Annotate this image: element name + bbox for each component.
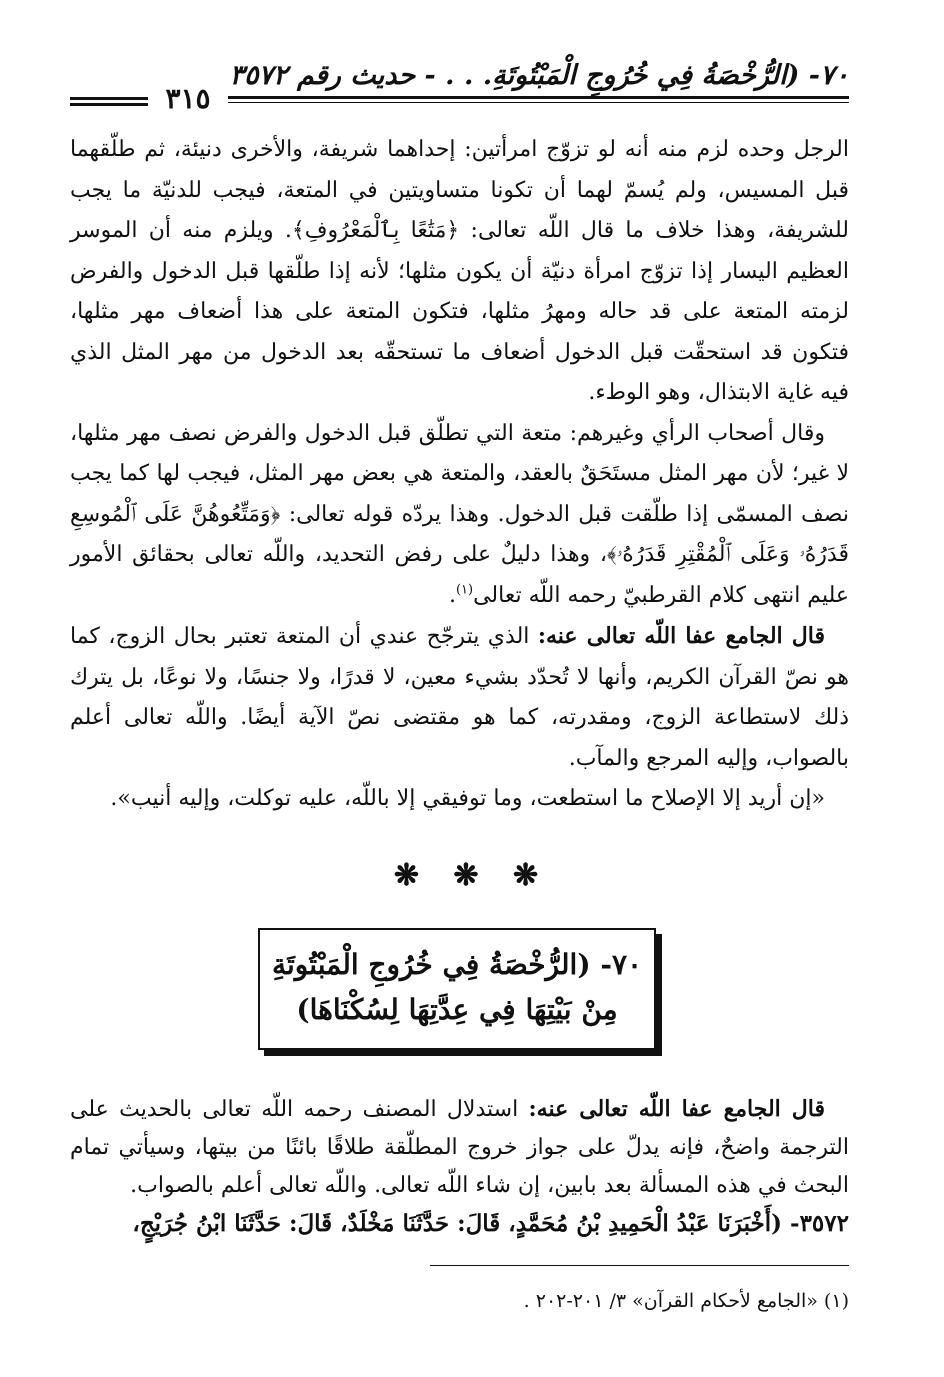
- chapter-paragraph-1-text: استدلال المصنف رحمه اللّه تعالى بالحديث على الترجمة واضحٌ، فإنه يدلّ على جواز خروج المطلّقة طلاقًا بائنًا من بيتها، وسيأتي تمام البحث في هذه المسألة بعد بابين، إن شاء اللّه تعالى. واللّه تعالى أعلم بالصواب.: [70, 1097, 849, 1198]
- chapter-text: [70, 1090, 849, 1243]
- paragraph-3-text: الذي يترجّح عندي أن المتعة تعتبر بحال الزوج، كما هو نصّ القرآن الكريم، وأنها لا تُحدّد بشيء معين، لا قدرًا، ولا جنسًا، ولا نوعًا، بل يترك ذلك لاستطاعة الزوج، ومقدرته، كما هو مقتضى نصّ الآية أيضًا. واللّه تعالى أعلم بالصواب، وإليه المرجع والمآب.: [70, 624, 849, 771]
- chapter-heading-box: [258, 928, 656, 1050]
- running-header-title: ٧٠- (الرُّخْصَةُ فِي خُرُوجِ الْمَبْتُوتَةِ. . . - حديث رقم ٣٥٧٢: [229, 60, 849, 91]
- header-rule-thin: [228, 102, 849, 103]
- paragraph-3: [70, 616, 849, 779]
- hadith-chain: ٣٥٧٢- (أَخْبَرَنَا عَبْدُ الْحَمِيدِ بْنُ مُحَمَّدٍ، قَالَ: حَدَّثَنَا مَخْلَدٌ، قَالَ: حَدَّثَنَا ابْنُ جُرَيْجٍ،: [132, 1210, 849, 1237]
- chapter-heading-line-1: ٧٠- (الرُّخْصَةُ فِي خُرُوجِ الْمَبْتُوتَةِ: [271, 948, 643, 981]
- footnote-divider: [430, 1265, 849, 1266]
- paragraph-1: الرجل وحده لزم منه أنه لو تزوّج امرأتين: إحداهما شريفة، والأخرى دنيئة، ثم طلّقهما قبل المسيس، ولم يُسمّ لهما أن تكونا متساويتين في المتعة، فيجب للدنيّة ما يجب للشريفة، وهذا خلاف ما قال اللّه تعالى: ﴿مَتَٰعًا بِٱلْمَعْرُوفِ﴾. ويلزم منه أن الموسر العظيم اليسار إذا تزوّج امرأة دنيّة أن يكون مثلها؛ لأنه إذا طلّقها قبل الدخول والفرض لزمته المتعة على قد حاله ومهرُ مثلها، فتكون المتعة على هذا أضعاف مهر مثلها، فتكون قد استحقّت قبل الدخول أضعاف ما تستحقّه بعد الدخول من مهر المثل الذي فيه غاية الابتذال، وهو الوطء.: [70, 137, 849, 405]
- paragraph-3-lead: قال الجامع عفا اللّه تعالى عنه:: [537, 623, 826, 649]
- page-number: ٣١٥: [165, 82, 211, 115]
- footnote-reference: (١): [455, 582, 474, 598]
- chapter-paragraph-1-lead: قال الجامع عفا اللّه تعالى عنه:: [528, 1096, 825, 1122]
- paragraph-4: «إن أريد إلا الإصلاح ما استطعت، وما توفيقي إلا باللّه، عليه توكلت، وإليه أنيب».: [110, 786, 825, 811]
- paragraph-2-text: وقال أصحاب الرأي وغيرهم: متعة التي تطلّق قبل الدخول والفرض نصف مهر مثلها، لا غير؛ لأن مهر المثل مستَحَقٌ بالعقد، والمتعة هي بعض مهر المثل، فيجب لها كما يجب نصف المسمّى إذا طلّقت قبل الدخول. وهذا يردّه قوله تعالى: ﴿وَمَتِّعُوهُنَّ عَلَى ٱلْمُوسِعِ قَدَرُهُۥ وَعَلَى ٱلْمُقْتِرِ قَدَرُهُۥ﴾، وهذا دليلٌ على رفض التحديد، واللّه تعالى بحقائق الأمور عليم انتهى كلام القرطبيّ رحمه اللّه تعالى: [70, 420, 849, 608]
- main-text: [70, 130, 849, 820]
- paragraph-2: وقال أصحاب الرأي وغيرهم: متعة التي تطلّق قبل الدخول والفرض نصف مهر مثلها، لا غير؛ لأن مهر المثل مستَحَقٌ بالعقد، والمتعة هي بعض مهر المثل، فيجب لها كما يجب نصف المسمّى إذا طلّقت قبل الدخول. وهذا يردّه قوله تعالى: ﴿وَمَتِّعُوهُنَّ عَلَى ٱلْمُوسِعِ قَدَرُهُۥ وَعَلَى ٱلْمُقْتِرِ قَدَرُهُۥ﴾، وهذا دليلٌ على رفض التحديد، واللّه تعالى بحقائق الأمور عليم انتهى كلام القرطبيّ رحمه اللّه تعالى$^{(١)}$.: [70, 420, 849, 608]
- section-separator: ❋ ❋ ❋: [393, 858, 551, 893]
- page-number-rule-bottom: [70, 103, 148, 106]
- header-rule: [228, 96, 849, 99]
- page-number-rule-top: [70, 97, 148, 100]
- chapter-heading-line-2: مِنْ بَيْتِهَا فِي عِدَّتِهَا لِسُكْنَاهَا): [296, 993, 618, 1026]
- chapter-paragraph-1: [70, 1090, 849, 1205]
- footnote: (١) «الجامع لأحكام القرآن» ٣/ ٢٠١-٢٠٢ .: [523, 1290, 849, 1312]
